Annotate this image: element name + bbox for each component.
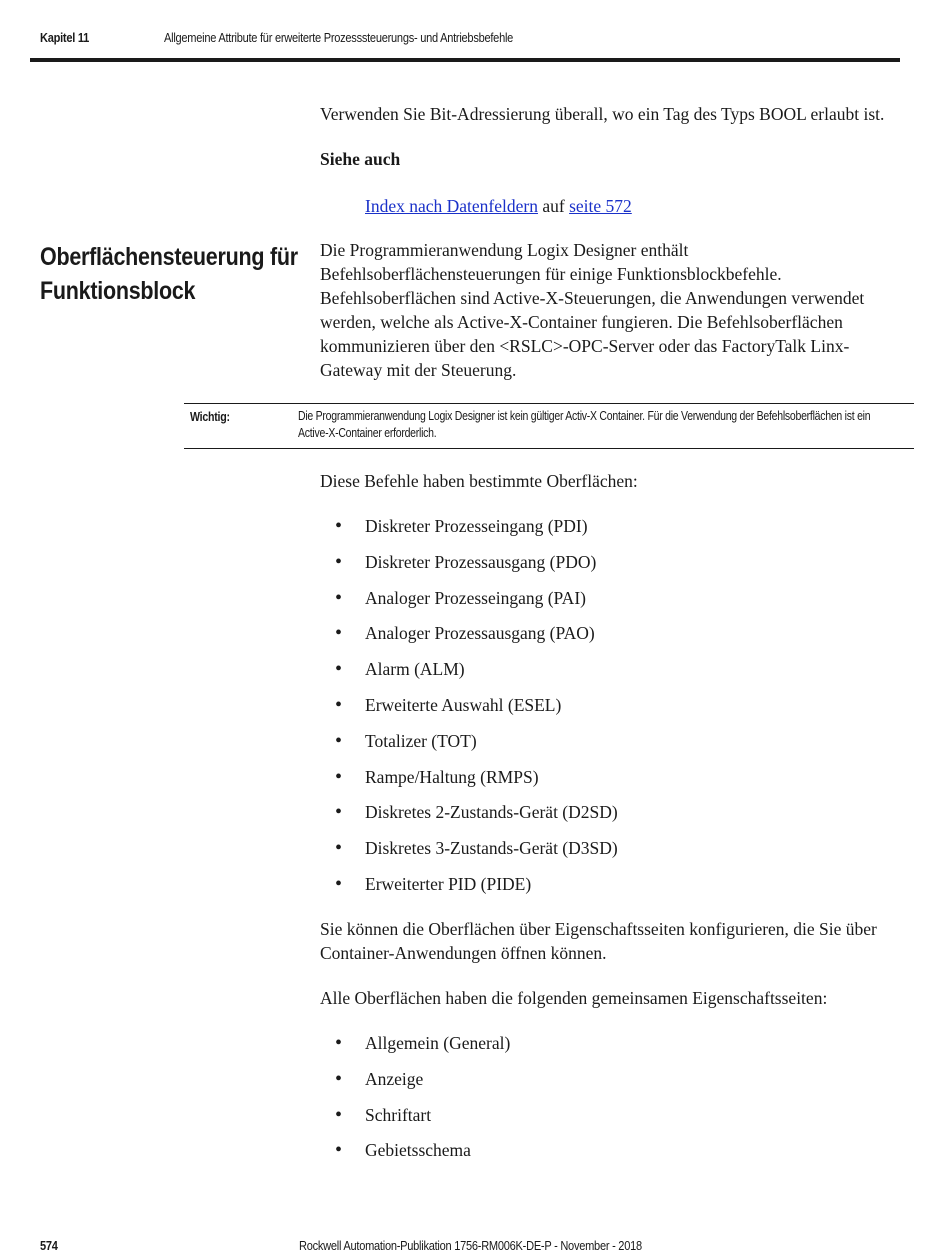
section-title-line2: Funktionsblock	[40, 277, 196, 305]
list-item: • Alarm (ALM)	[320, 657, 618, 693]
config-paragraph: Sie können die Oberflächen über Eigenschaftsseiten konfigurieren, die Sie über Container-Anwendungen öffnen können.	[320, 919, 877, 963]
important-note	[184, 403, 914, 449]
page-number: 574	[40, 1238, 58, 1253]
intro-paragraph: Verwenden Sie Bit-Adressierung überall, wo ein Tag des Typs BOOL erlaubt ist.	[320, 104, 885, 124]
link-connector: auf	[542, 196, 565, 216]
see-also-heading: Siehe auch	[320, 149, 401, 169]
list-item: • Diskretes 2-Zustands-Gerät (D2SD)	[320, 800, 618, 836]
list-item: • Allgemein (General)	[320, 1031, 510, 1067]
list-item: • Analoger Prozessausgang (PAO)	[320, 621, 618, 657]
list-item: • Erweiterter PID (PIDE)	[320, 872, 618, 908]
list-item: • Erweiterte Auswahl (ESEL)	[320, 693, 618, 729]
note-label: Wichtig:	[190, 410, 230, 424]
header-rule	[30, 58, 900, 62]
section-body: Die Programmieranwendung Logix Designer enthält Befehlsoberflächensteuerungen für einige Funktionsblockbefehle. Befehlsoberflächen sind Active-X-Steuerungen, die Anwendungen verwendet werden, welche als Active-X-Container fungieren. Die Befehlsoberflächen kommunizieren über den <RSLC>-OPC-Server oder das FactoryTalk Linx-Gateway mit der Steuerung.	[320, 240, 865, 380]
list-item: • Totalizer (TOT)	[320, 729, 618, 765]
list-item: • Diskreter Prozessausgang (PDO)	[320, 550, 618, 586]
see-also-reference	[365, 194, 632, 218]
list-item: • Schriftart	[320, 1103, 510, 1139]
list-item: • Gebietsschema	[320, 1138, 510, 1174]
list-item: • Diskretes 3-Zustands-Gerät (D3SD)	[320, 836, 618, 872]
common-pages-lead: Alle Oberflächen haben die folgenden gemeinsamen Eigenschaftsseiten:	[320, 988, 828, 1008]
note-text: Die Programmieranwendung Logix Designer ist kein gültiger Activ-X Container. Für die Verwendung der Befehlsoberflächen ist ein Active-X-Container erforderlich.	[298, 409, 871, 440]
list-item: • Analoger Prozesseingang (PAI)	[320, 586, 618, 622]
section-title	[40, 240, 298, 308]
page-link[interactable]: seite 572	[569, 196, 632, 216]
common-pages-list	[320, 1031, 510, 1174]
chapter-label: Kapitel 11	[40, 30, 90, 45]
list-item: • Diskreter Prozesseingang (PDI)	[320, 514, 618, 550]
chapter-title: Allgemeine Attribute für erweiterte Prozesssteuerungs- und Antriebsbefehle	[164, 30, 514, 45]
list-item: • Rampe/Haltung (RMPS)	[320, 765, 618, 801]
index-link[interactable]: Index nach Datenfeldern	[365, 196, 538, 216]
faceplate-list	[320, 514, 618, 908]
page-header	[40, 28, 900, 50]
section-title-line1: Oberflächensteuerung für	[40, 243, 298, 271]
list-item: • Anzeige	[320, 1067, 510, 1103]
faceplates-lead: Diese Befehle haben bestimmte Oberflächen:	[320, 471, 638, 491]
publication-info: Rockwell Automation-Publikation 1756-RM006K-DE-P - November - 2018	[299, 1238, 642, 1253]
